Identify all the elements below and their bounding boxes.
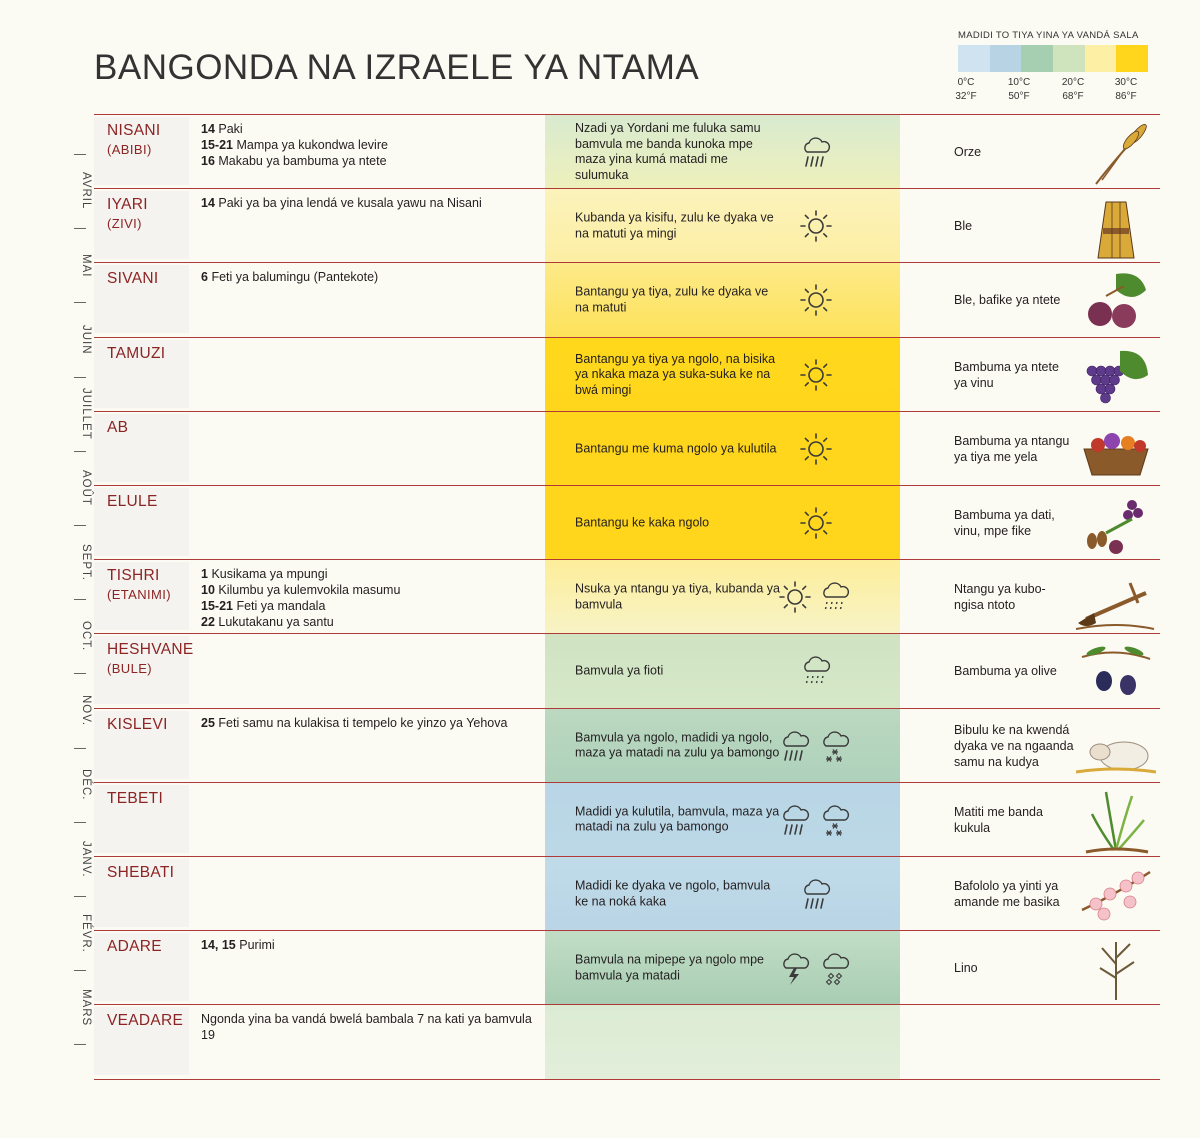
thunderstorm-icon (777, 950, 813, 986)
festival-day: 15-21 (201, 138, 233, 152)
legend-title: MADIDI TO TIYA YINA YA VANDÁ SALA (958, 30, 1139, 41)
month-alt-name: (ZIVI) (107, 216, 142, 232)
festival-day: 22 (201, 615, 215, 630)
weather-text: Bantangu ya tiya, zulu ke dyaka ve na matuti (575, 284, 769, 315)
legend-label-celsius: 30°C (1114, 77, 1138, 88)
crop-text: Matiti me banda kukula (954, 804, 1043, 835)
month-name: SIVANI (107, 270, 159, 288)
month-name: AB (107, 418, 129, 436)
festival-day: 1 (201, 567, 208, 582)
sun-icon (798, 357, 834, 393)
festival-text: Makabu ya bambuma ya ntete (218, 154, 387, 168)
axis-month-label: MAI (80, 253, 92, 277)
month-name: ADARE (107, 938, 162, 956)
month-row (94, 114, 1160, 189)
month-box (94, 265, 189, 333)
month-alt-name: (ETANIMI) (107, 587, 172, 603)
axis-month-label: OCT. (80, 621, 92, 652)
sun-icon (798, 431, 834, 467)
month-box (94, 191, 189, 259)
festival-text: Kusikama ya mpungi (211, 567, 328, 582)
legend-swatch (1053, 45, 1085, 72)
weather-text: Bantangu me kuma ngolo ya kulutila (575, 441, 777, 456)
axis-month-label: AOÛT (80, 469, 92, 506)
axis-tick (74, 599, 86, 600)
weather-text: Nzadi ya Yordani me fuluka samu bamvula me banda kunoka mpe maza yina kumá matadi me sulumuka (575, 121, 761, 182)
month-box (94, 933, 189, 1001)
axis-month-label: JANV. (80, 840, 92, 878)
sun-icon (798, 505, 834, 541)
legend-label (1106, 76, 1146, 104)
month-row (94, 633, 1160, 708)
axis-tick (74, 451, 86, 452)
dates-grapes-figs-icon (1076, 489, 1156, 557)
axis-tick (74, 377, 86, 378)
legend-swatch (990, 45, 1022, 72)
sheep-icon (1076, 712, 1156, 780)
weather-text: Kubanda ya kisifu, zulu ke dyaka ve na matuti ya mingi (575, 210, 774, 241)
weather-text: Bamvula na mipepe ya ngolo mpe bamvula ya matadi (575, 952, 765, 983)
month-row (94, 1004, 1160, 1079)
weather-text: Bantangu ya tiya ya ngolo, na bisika ya nkaka maza ya suka-suka ke na bwá mingi (575, 351, 776, 397)
legend-label-fahrenheit: 86°F (1115, 91, 1137, 102)
weather-text: Bamvula ya fioti (575, 663, 664, 678)
weather-icons (798, 134, 834, 170)
axis-month-label: FÉVR. (80, 913, 92, 953)
plow-icon (1076, 563, 1156, 631)
weather-icons (798, 505, 834, 541)
gregorian-month-axis (70, 150, 92, 1050)
light-rain-icon (817, 579, 853, 615)
festival-day: 25 (201, 715, 215, 730)
legend-swatch (1021, 45, 1053, 72)
month-box (94, 711, 189, 779)
axis-month-label: AVRIL (80, 172, 92, 210)
festival-text: Paki ya ba yina lendá ve kusala yawu na Nisani (218, 196, 482, 211)
month-name: TISHRI (107, 567, 160, 585)
month-name: TAMUZI (107, 344, 166, 362)
festival-item (201, 566, 541, 582)
barley-icon (1076, 118, 1156, 186)
festival-day: 10 (201, 583, 215, 598)
crop-text: Bambuma ya ntete ya vinu (954, 359, 1059, 390)
legend-label (1053, 76, 1093, 104)
month-box (94, 859, 189, 927)
snow-icon (817, 802, 853, 838)
crop-text: Ble, bafike ya ntete (954, 293, 1061, 308)
month-row (94, 782, 1160, 857)
weather-icons (798, 653, 834, 689)
festival-text: Paki (218, 122, 243, 136)
hail-icon (817, 950, 853, 986)
month-row (94, 262, 1160, 337)
sun-icon (798, 282, 834, 318)
festival-item (201, 614, 541, 630)
festival-day: 14 (201, 122, 215, 136)
month-row (94, 337, 1160, 412)
festival-list (201, 195, 541, 211)
month-name: ELULE (107, 493, 158, 510)
weather-icons (798, 357, 834, 393)
legend-labels (955, 76, 1150, 106)
heavy-rain-icon (777, 728, 813, 764)
month-box (94, 562, 189, 630)
axis-tick (74, 1044, 86, 1045)
festival-text: Kilumbu ya kulemvokila masumu (218, 583, 401, 598)
month-alt-name: (BULE) (107, 661, 153, 677)
weather-icons (777, 728, 853, 764)
festival-text: Feti samu na kulakisa ti tempelo ke yinzo ya Yehova (218, 715, 508, 730)
heavy-rain-icon (777, 802, 813, 838)
light-rain-icon (798, 653, 834, 689)
festival-list (201, 715, 541, 731)
festival-item (201, 937, 541, 953)
crop-text: Bambuma ya olive (954, 664, 1057, 679)
legend-color-scale (958, 45, 1148, 72)
month-row (94, 188, 1160, 263)
festival-item (201, 598, 541, 614)
festival-list (201, 566, 541, 630)
festival-item (201, 137, 541, 153)
month-name: SHEBATI (107, 864, 175, 881)
legend-swatch (958, 45, 990, 72)
festival-text: Purimi (239, 938, 275, 953)
legend-label-celsius: 20°C (1061, 77, 1085, 88)
axis-tick (74, 228, 86, 229)
flax-icon (1076, 934, 1156, 1002)
axis-tick (74, 154, 86, 155)
page-title: BANGONDA NA IZRAELE YA NTAMA (94, 48, 700, 87)
festival-day: 14, 15 (201, 938, 236, 953)
month-box (94, 785, 189, 853)
weather-icons (798, 431, 834, 467)
festival-item (201, 121, 541, 137)
month-box (94, 117, 189, 185)
month-box (94, 414, 189, 482)
festival-day: 6 (201, 270, 208, 285)
crop-text: Orze (954, 145, 982, 159)
weather-text: Madidi ya kulutila, bamvula, maza ya matadi na zulu ya bamongo (575, 804, 780, 834)
almond-blossom-icon (1076, 860, 1156, 928)
fruit-basket-icon (1076, 415, 1156, 483)
crop-text: Bambuma ya ntangu ya tiya me yela (954, 433, 1070, 464)
axis-tick (74, 525, 86, 526)
legend-label (946, 76, 986, 104)
festival-item (201, 195, 541, 211)
festival-day: 15-21 (201, 599, 233, 614)
month-name: IYARI (107, 196, 148, 214)
month-box (94, 488, 189, 556)
axis-tick (74, 896, 86, 897)
figs-icon (1076, 266, 1156, 334)
month-box (94, 636, 194, 704)
snow-icon (817, 728, 853, 764)
weather-icons (798, 876, 834, 912)
legend-label-celsius: 0°C (957, 77, 975, 88)
grass-icon (1076, 786, 1156, 854)
month-alt-name: (ABIBI) (107, 142, 152, 157)
wheat-sheaf-icon (1076, 192, 1156, 260)
festival-list (201, 121, 541, 169)
heavy-rain-icon (798, 876, 834, 912)
legend-swatch (1116, 45, 1148, 72)
weather-icons (798, 282, 834, 318)
axis-month-label: JUILLET (80, 387, 92, 440)
month-name: KISLEVI (107, 715, 168, 733)
weather-icons (798, 208, 834, 244)
sun-icon (777, 579, 813, 615)
crop-text: Bibulu ke na kwendá dyaka ve na ngaanda samu na kudya (954, 722, 1074, 769)
crop-text: Ntangu ya kubo-ngisa ntoto (954, 582, 1046, 613)
festival-list (201, 269, 541, 285)
festival-item (201, 153, 541, 169)
festival-item (201, 1011, 541, 1043)
festival-day: 14 (201, 196, 215, 211)
legend-swatch (1085, 45, 1117, 72)
weather-text: Bamvula ya ngolo, madidi ya ngolo, maza ya matadi na zulu ya bamongo (575, 730, 780, 760)
axis-tick (74, 302, 86, 303)
month-row (94, 559, 1160, 634)
month-row (94, 485, 1160, 560)
festival-item (201, 715, 541, 731)
weather-icons (777, 802, 853, 838)
festival-day: 16 (201, 154, 215, 168)
festival-text: Ngonda yina ba vandá bwelá bambala 7 na kati ya bamvula 19 (201, 1012, 532, 1043)
legend-label-celsius: 10°C (1007, 77, 1031, 88)
festival-list (201, 937, 541, 953)
festival-text: Lukutakanu ya santu (218, 615, 334, 630)
legend-label-fahrenheit: 50°F (1008, 91, 1030, 102)
heavy-rain-icon (798, 134, 834, 170)
festival-text: Mampa ya kukondwa levire (236, 138, 388, 152)
legend-label (999, 76, 1039, 104)
crop-text: Lino (954, 961, 978, 976)
festival-item (201, 582, 541, 598)
month-row (94, 411, 1160, 486)
month-name: VEADARE (107, 1012, 184, 1030)
axis-tick (74, 748, 86, 749)
legend-label-fahrenheit: 68°F (1062, 91, 1084, 102)
axis-tick (74, 673, 86, 674)
month-row (94, 708, 1160, 783)
festival-item (201, 269, 541, 285)
olives-icon (1076, 637, 1156, 705)
axis-month-label: SEPT. (80, 543, 92, 581)
sun-icon (798, 208, 834, 244)
festival-text: Feti ya balumingu (Pantekote) (211, 270, 379, 285)
legend-label-fahrenheit: 32°F (955, 91, 977, 102)
weather-icons (777, 579, 853, 615)
month-name: HESHVANE (107, 641, 194, 659)
festival-list (201, 1011, 541, 1043)
month-name: NISANI (107, 122, 161, 139)
axis-month-label: DÉC. (80, 768, 92, 801)
crop-text: Bafololo ya yinti ya amande me basika (954, 879, 1060, 909)
weather-icons (777, 950, 853, 986)
weather-text: Nsuka ya ntangu ya tiya, kubanda ya bamvula (575, 581, 780, 612)
crop-text: Ble (954, 219, 973, 234)
axis-month-label: NOV. (80, 694, 92, 727)
month-name: TEBETI (107, 789, 164, 807)
festival-text: Feti ya mandala (236, 599, 326, 614)
axis-tick (74, 970, 86, 971)
axis-tick (74, 822, 86, 823)
crop-text: Bambuma ya dati, vinu, mpe fike (954, 508, 1055, 538)
weather-text: Bantangu ke kaka ngolo (575, 515, 710, 530)
axis-month-label: MARS (80, 988, 92, 1026)
axis-month-label: JUIN (80, 324, 92, 355)
month-row (94, 856, 1160, 931)
month-box (94, 340, 189, 408)
temperature-legend (955, 30, 1150, 106)
table-bottom-rule (94, 1079, 1160, 1080)
grapes-icon (1076, 341, 1156, 409)
month-row (94, 930, 1160, 1005)
weather-text: Madidi ke dyaka ve ngolo, bamvula ke na noká kaka (575, 878, 771, 908)
month-box (94, 1007, 189, 1075)
